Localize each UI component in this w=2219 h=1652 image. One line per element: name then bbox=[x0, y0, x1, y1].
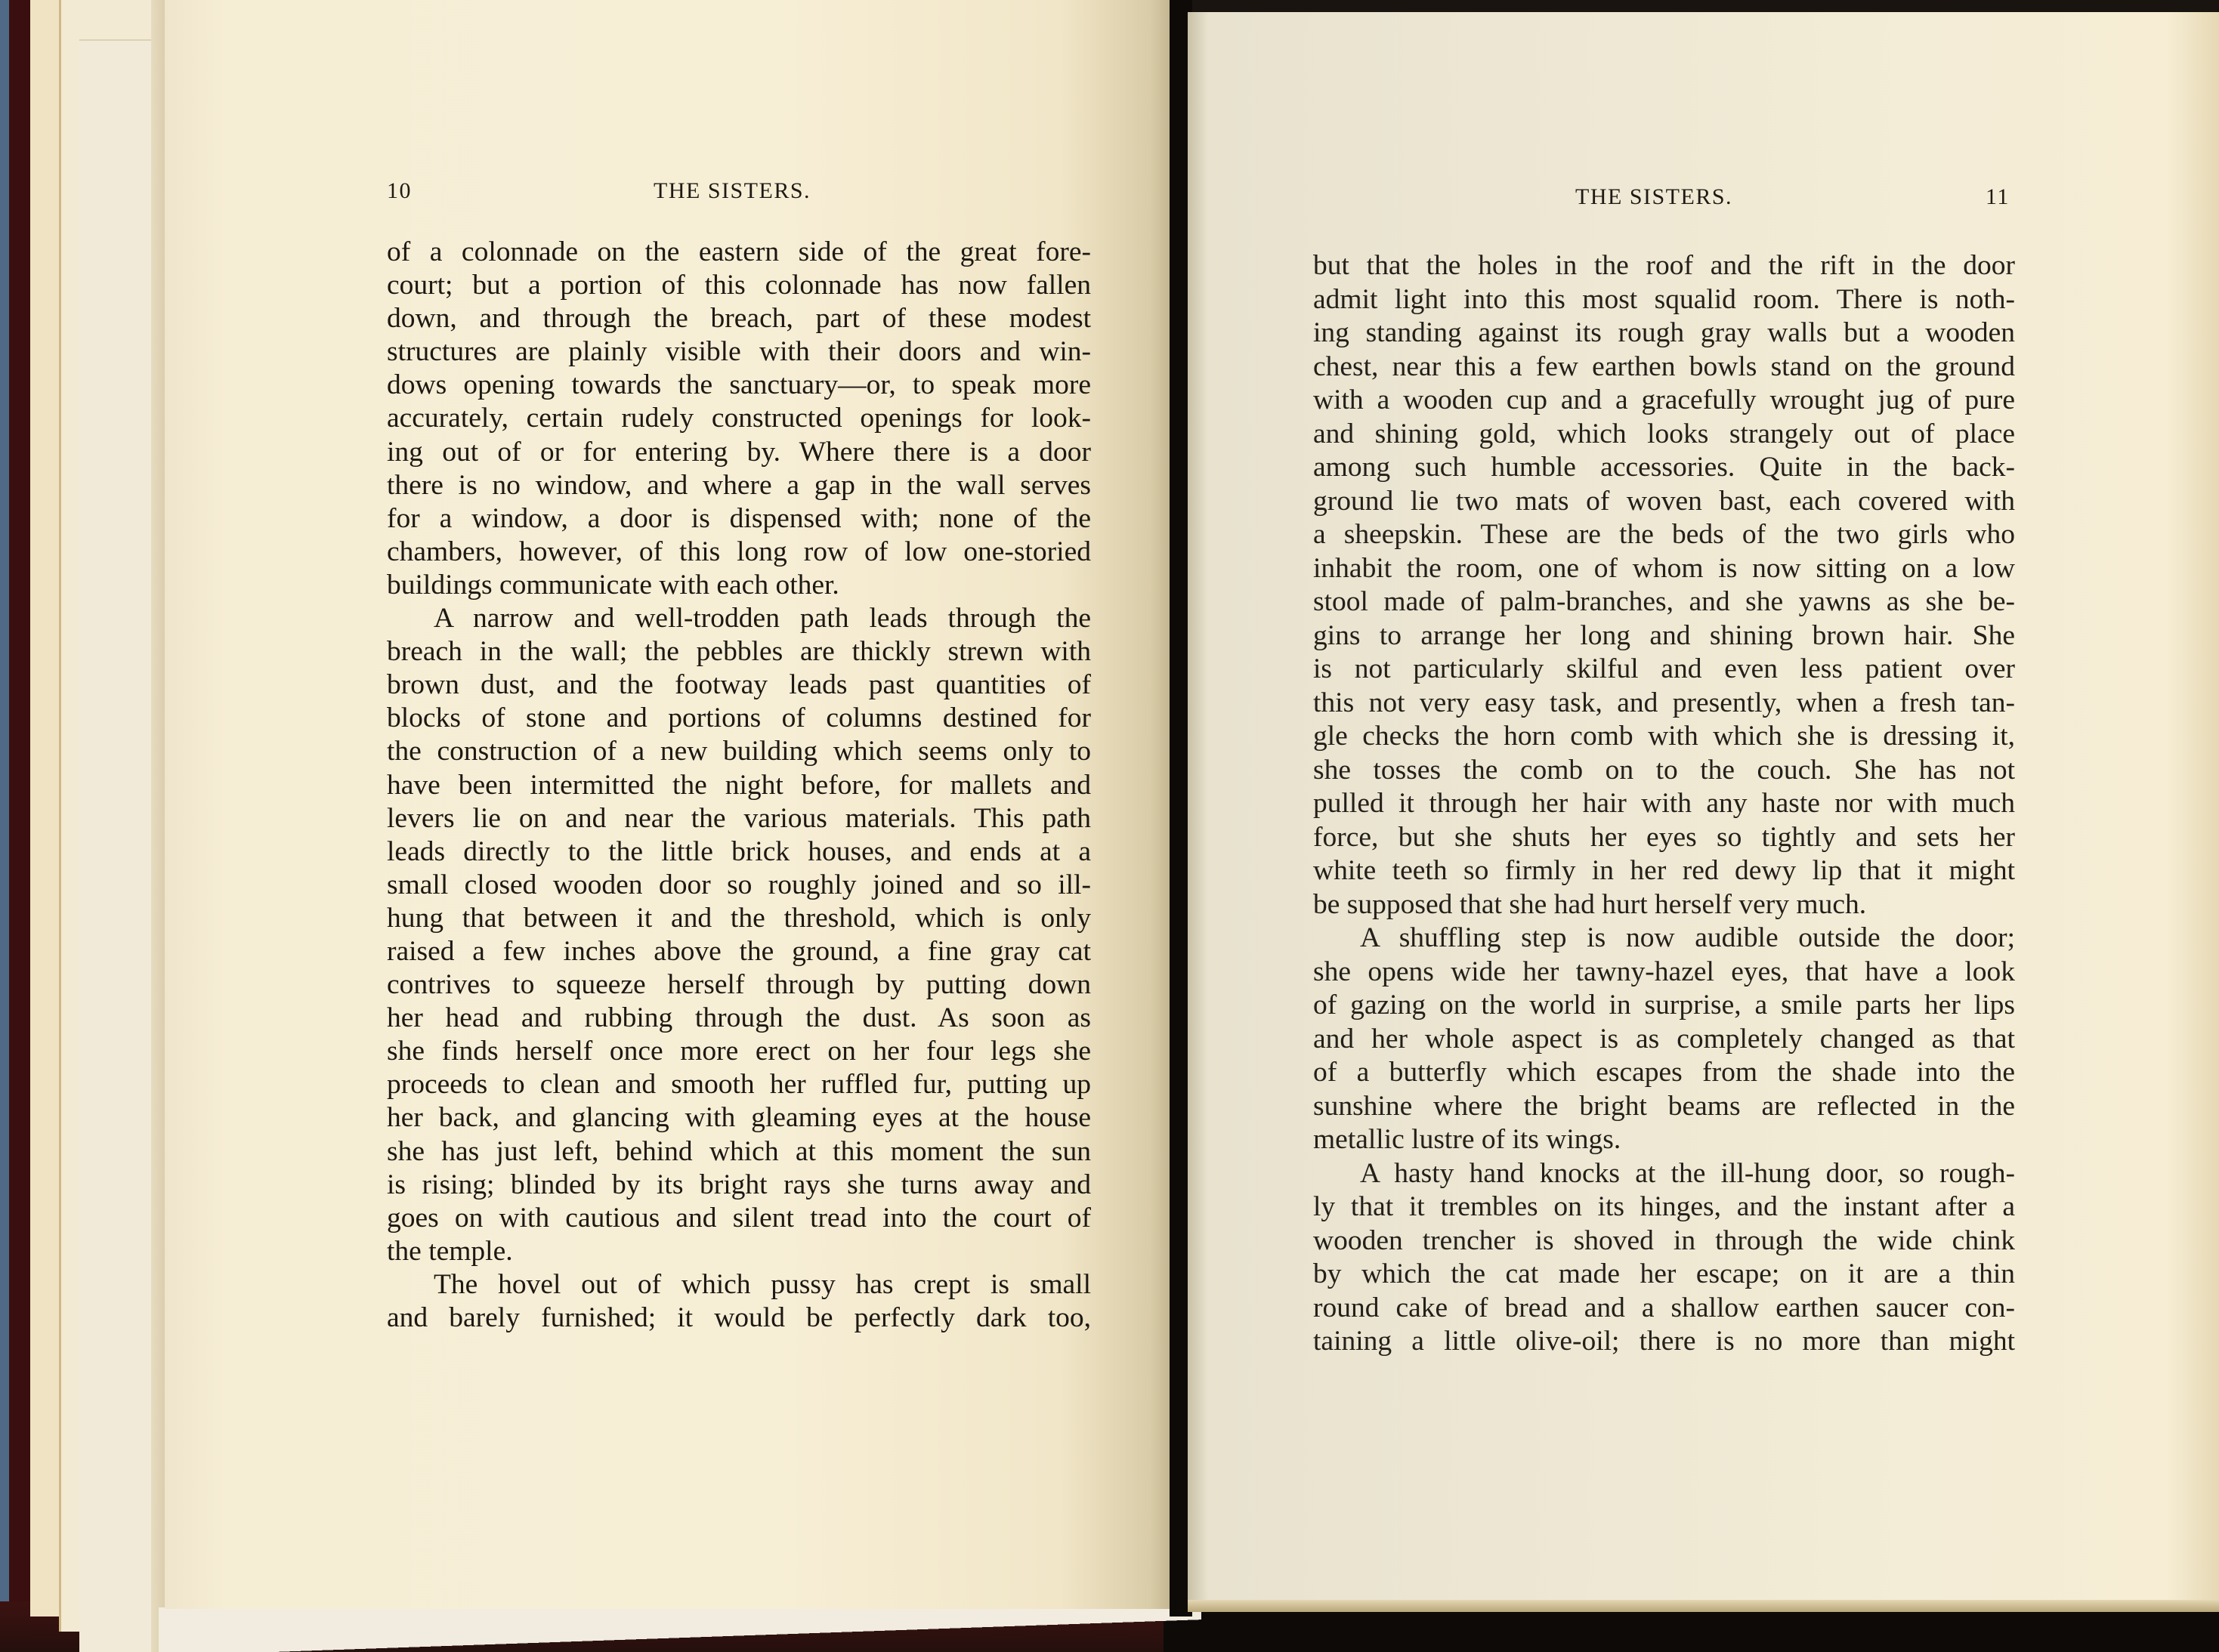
text-line: metallic lustre of its wings. bbox=[1313, 1124, 1621, 1155]
text-line: her back, and glancing with gleaming eyes at the house bbox=[387, 1102, 1091, 1134]
text-line: A narrow and well-trodden path leads through the bbox=[434, 603, 1091, 635]
text-line: white teeth so firmly in her red dewy lip that it might bbox=[1313, 855, 2015, 886]
text-line: for a window, a door is dispensed with; none of the bbox=[387, 502, 1091, 534]
text-line: there is no window, and where a gap in the wall serves bbox=[387, 469, 1091, 501]
text-line: the temple. bbox=[387, 1235, 513, 1267]
text-line: structures are plainly visible with their doors and win- bbox=[387, 336, 1091, 368]
text-line: levers lie on and near the various materials. This path bbox=[387, 802, 1091, 834]
text-line: ly that it trembles on its hinges, and the instant after a bbox=[1313, 1191, 2015, 1222]
text-line: gle checks the horn comb with which she is dressing it, bbox=[1313, 721, 2015, 752]
text-line: contrives to squeeze herself through by putting down bbox=[387, 969, 1091, 1001]
text-line: chambers, however, of this long row of low one-storied bbox=[387, 536, 1091, 567]
running-head-right: THE SISTERS. bbox=[1575, 184, 1733, 209]
text-line: hung that between it and the threshold, which is only bbox=[387, 902, 1091, 934]
text-line: and shining gold, which looks strangely out of place bbox=[1313, 418, 2015, 449]
text-line: with a wooden cup and a gracefully wrought jug of pure bbox=[1313, 384, 2015, 415]
text-line: she tosses the comb on to the couch. She has not bbox=[1313, 754, 2015, 786]
text-line: wooden trencher is shoved in through the wide chink bbox=[1313, 1224, 2015, 1256]
text-line: have been intermitted the night before, for mallets and bbox=[387, 769, 1091, 801]
text-line: of a colonnade on the eastern side of the great fore- bbox=[387, 236, 1091, 267]
text-line: inhabit the room, one of whom is now sitting on a low bbox=[1313, 552, 2015, 584]
text-line: A shuffling step is now audible outside the door; bbox=[1360, 922, 2015, 953]
page-number-right: 11 bbox=[1986, 184, 2010, 209]
text-line: sunshine where the bright beams are reflected in the bbox=[1313, 1090, 2015, 1122]
text-line: admit light into this most squalid room. There is noth- bbox=[1313, 283, 2015, 315]
text-line: buildings communicate with each other. bbox=[387, 569, 839, 601]
text-line: be supposed that she had hurt herself very much. bbox=[1313, 888, 1867, 920]
text-line: ing standing against its rough gray walls but a wooden bbox=[1313, 317, 2015, 348]
text-line: of gazing on the world in surprise, a smile parts her lips bbox=[1313, 990, 2015, 1021]
text-line: down, and through the breach, part of these modest bbox=[387, 303, 1091, 335]
text-line: ing out of or for entering by. Where there is a door bbox=[387, 436, 1091, 468]
text-line: ground lie two mats of woven bast, each covered with bbox=[1313, 485, 2015, 517]
text-line: dows opening towards the sanctuary—or, to speak more bbox=[387, 369, 1091, 401]
text-line: round cake of bread and a shallow earthen saucer con- bbox=[1313, 1292, 2015, 1323]
text-line: brown dust, and the footway leads past quantities of bbox=[387, 669, 1091, 701]
text-line: her head and rubbing through the dust. As soon as bbox=[387, 1002, 1091, 1034]
running-head-left: THE SISTERS. bbox=[654, 178, 811, 203]
text-line: taining a little olive-oil; there is no more than might bbox=[1313, 1326, 2015, 1357]
text-line: small closed wooden door so roughly joined and so ill- bbox=[387, 869, 1091, 900]
text-line: of a butterfly which escapes from the shade into the bbox=[1313, 1057, 2015, 1088]
text-line: goes on with cautious and silent tread into the court of bbox=[387, 1202, 1091, 1234]
text-line: force, but she shuts her eyes so tightly and sets her bbox=[1313, 821, 2015, 853]
text-line: she finds herself once more erect on her four legs she bbox=[387, 1036, 1091, 1067]
text-line: blocks of stone and portions of columns destined for bbox=[387, 702, 1091, 734]
page-bottom-edge bbox=[159, 1607, 1201, 1652]
text-line: among such humble accessories. Quite in the back- bbox=[1313, 452, 2015, 483]
text-line: breach in the wall; the pebbles are thickly strewn with bbox=[387, 636, 1091, 668]
text-line: stool made of palm-branches, and she yawns as she be- bbox=[1313, 586, 2015, 617]
text-line: is not particularly skilful and even less patient over bbox=[1313, 653, 2015, 684]
text-line: a sheepskin. These are the beds of the two girls who bbox=[1313, 519, 2015, 550]
text-line: court; but a portion of this colonnade has now fallen bbox=[387, 270, 1091, 301]
text-line: leads directly to the little brick houses, and ends at a bbox=[387, 835, 1091, 867]
text-line: proceeds to clean and smooth her ruffled fur, putting up bbox=[387, 1069, 1091, 1101]
text-line: raised a few inches above the ground, a fine gray cat bbox=[387, 935, 1091, 967]
text-line: pulled it through her hair with any haste nor with much bbox=[1313, 788, 2015, 819]
text-line: chest, near this a few earthen bowls stand on the ground bbox=[1313, 350, 2015, 382]
text-line: this not very easy task, and presently, when a fresh tan- bbox=[1313, 687, 2015, 718]
text-line: accurately, certain rudely constructed openings for look- bbox=[387, 403, 1091, 434]
text-line: The hovel out of which pussy has crept is small bbox=[434, 1268, 1091, 1300]
right-page-text bbox=[1313, 249, 2015, 1359]
text-line: gins to arrange her long and shining brown hair. She bbox=[1313, 619, 2015, 651]
page-number-left: 10 bbox=[387, 178, 412, 203]
text-line: A hasty hand knocks at the ill-hung door, so rough- bbox=[1360, 1157, 2015, 1189]
text-line: the construction of a new building which seems only to bbox=[387, 736, 1091, 767]
text-line: and barely furnished; it would be perfectly dark too, bbox=[387, 1302, 1091, 1333]
left-page-text bbox=[387, 236, 1091, 1335]
text-line: she has just left, behind which at this moment the sun bbox=[387, 1135, 1091, 1167]
text-line: is rising; blinded by its bright rays she turns away and bbox=[387, 1169, 1091, 1200]
text-line: she opens wide her tawny-hazel eyes, that have a look bbox=[1313, 956, 2015, 987]
scanner-shadow bbox=[1164, 1609, 2219, 1652]
page-bottom-edge bbox=[1188, 1600, 2219, 1612]
fore-edge-leaf bbox=[79, 39, 151, 1652]
text-line: but that the holes in the roof and the rift in the door bbox=[1313, 250, 2015, 281]
text-line: and her whole aspect is as completely changed as that bbox=[1313, 1023, 2015, 1055]
text-line: by which the cat made her escape; on it are a thin bbox=[1313, 1258, 2015, 1289]
